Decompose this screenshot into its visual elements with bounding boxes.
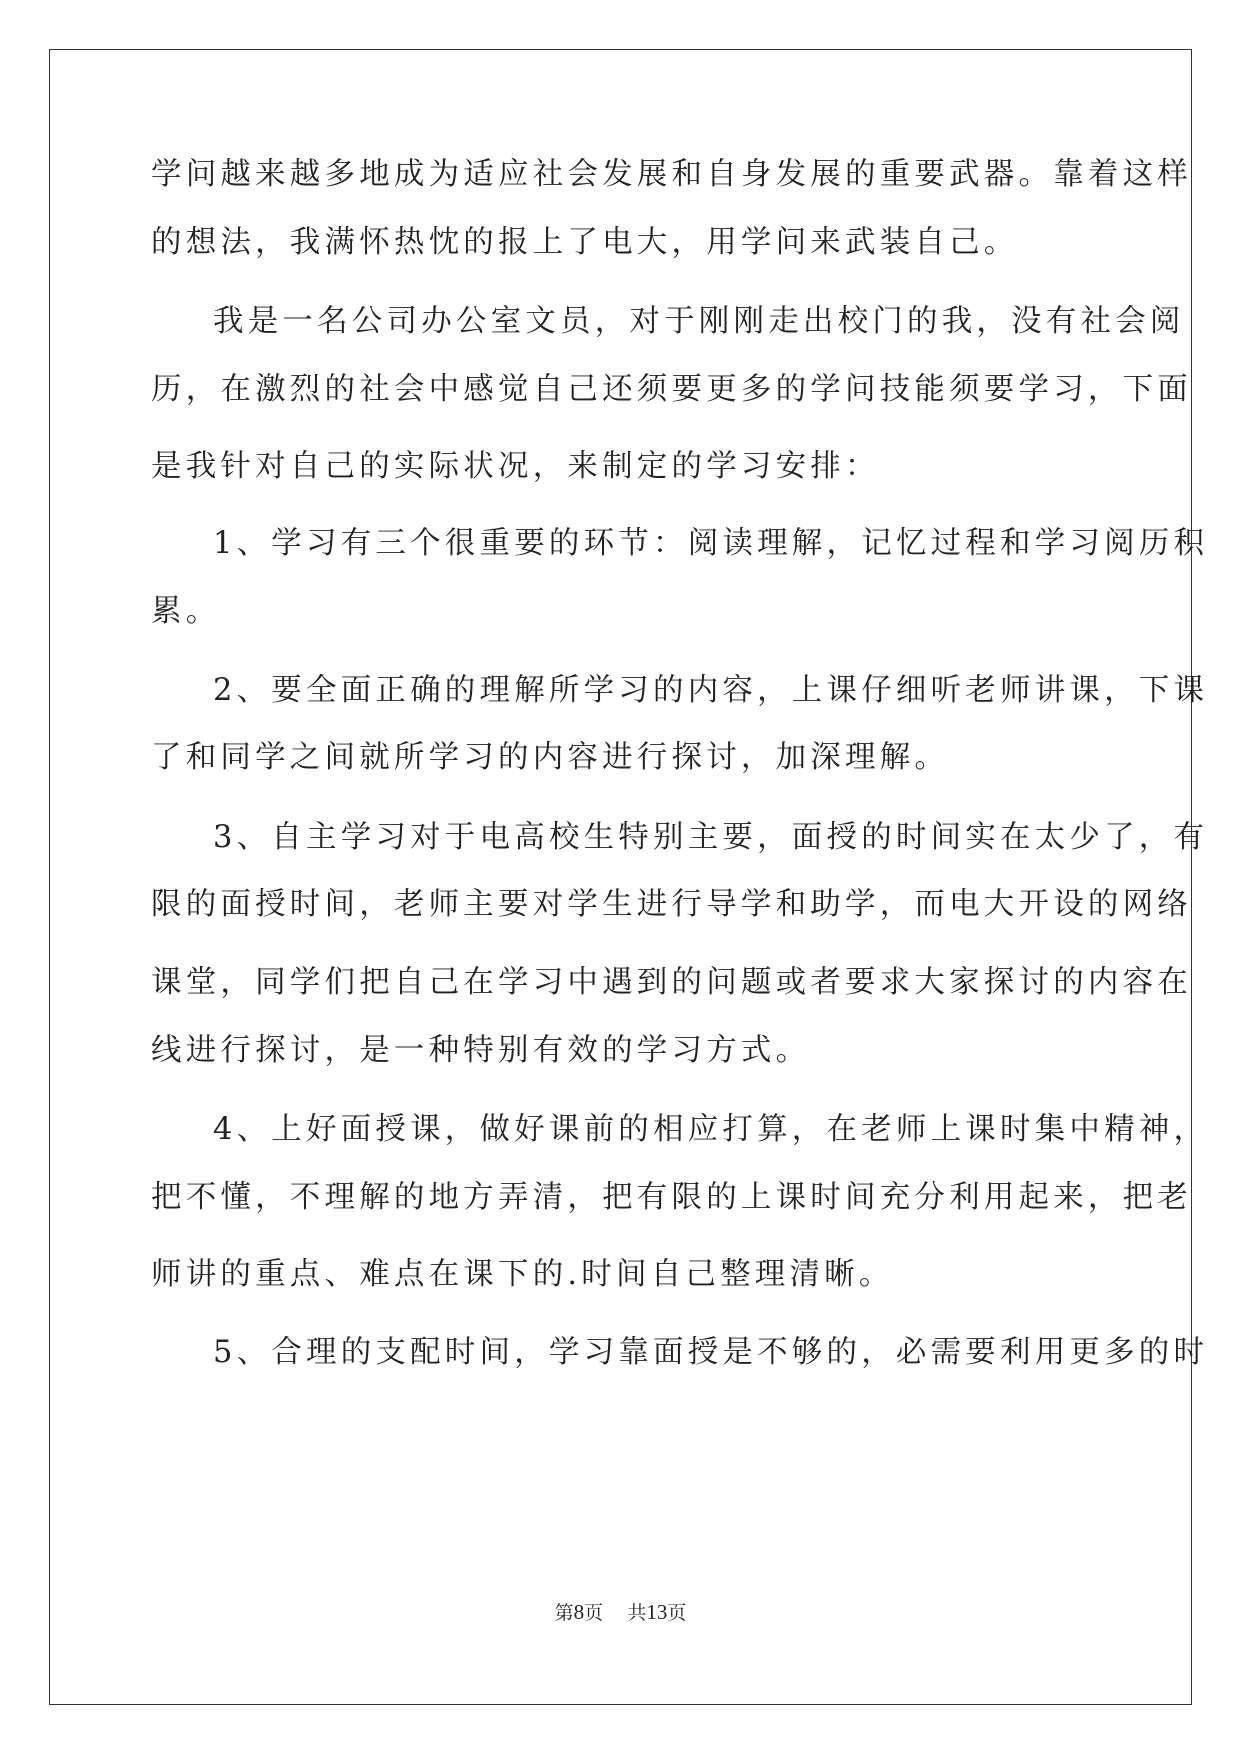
paragraph-first-line: 我是一名公司办公室文员，对于刚刚走出校门的我，没有社会阅 xyxy=(213,304,1185,339)
page-suffix: 页 xyxy=(584,1602,604,1624)
total-pages-label xyxy=(627,1602,686,1624)
page-number: 8 xyxy=(573,1600,585,1624)
text-line: 师讲的重点、难点在课下的.时间自己整理清晰。 xyxy=(151,1257,894,1292)
text-line: 课堂，同学们把自己在学习中遇到的问题或者要求大家探讨的内容在 xyxy=(151,965,1192,1000)
list-item-1: 1、学习有三个很重要的环节：阅读理解，记忆过程和学习阅历积 xyxy=(213,526,1209,561)
page-border xyxy=(49,49,1192,1705)
text-line: 是我针对自己的实际状况，来制定的学习安排： xyxy=(151,449,880,484)
total-suffix: 页 xyxy=(667,1602,687,1624)
list-item-3: 3、自主学习对于电高校生特别主要，面授的时间实在太少了，有 xyxy=(213,820,1209,855)
text-line: 历，在激烈的社会中感觉自己还须要更多的学问技能须要学习，下面 xyxy=(151,372,1192,407)
list-item-4: 4、上好面授课，做好课前的相应打算，在老师上课时集中精神， xyxy=(213,1112,1209,1147)
text-line: 了和同学之间就所学习的内容进行探讨，加深理解。 xyxy=(151,740,950,775)
list-item-2: 2、要全面正确的理解所学习的内容，上课仔细听老师讲课，下课 xyxy=(213,673,1209,708)
text-line: 把不懂，不理解的地方弄清，把有限的上课时间充分利用起来，把老 xyxy=(151,1180,1192,1215)
text-line: 累。 xyxy=(151,594,221,629)
page-footer xyxy=(0,1600,1241,1625)
page-prefix: 第 xyxy=(554,1602,574,1624)
total-pages: 13 xyxy=(646,1600,668,1624)
list-item-5: 5、合理的支配时间，学习靠面授是不够的，必需要利用更多的时 xyxy=(213,1335,1209,1370)
text-line: 线进行探讨，是一种特别有效的学习方式。 xyxy=(151,1033,811,1068)
total-prefix: 共 xyxy=(627,1602,647,1624)
text-line: 的想法，我满怀热忱的报上了电大，用学问来武装自己。 xyxy=(151,225,1019,260)
text-line: 限的面授时间，老师主要对学生进行导学和助学，而电大开设的网络 xyxy=(151,887,1192,922)
text-line: 学问越来越多地成为适应社会发展和自身发展的重要武器。靠着这样 xyxy=(151,157,1192,192)
page-label xyxy=(555,1602,604,1624)
